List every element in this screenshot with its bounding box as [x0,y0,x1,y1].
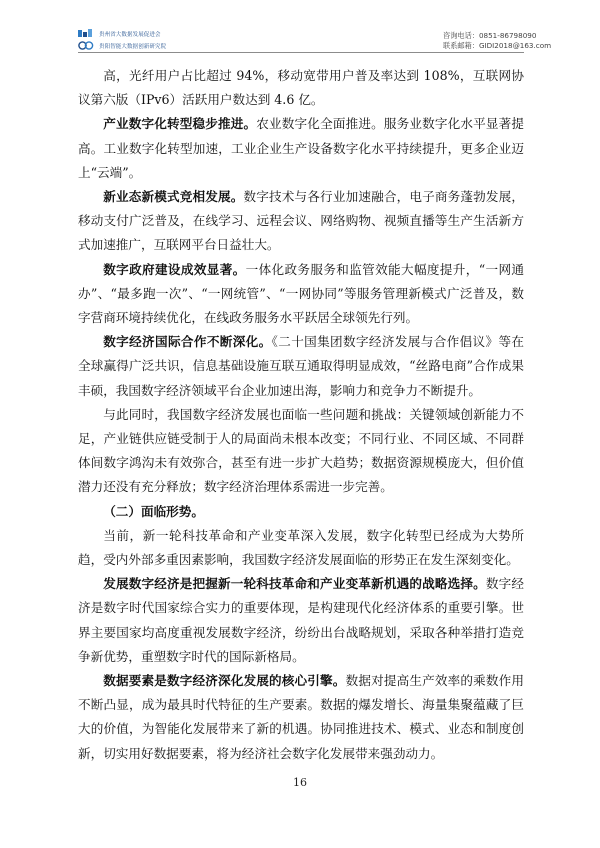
paragraph-lead: 产业数字化转型稳步推进。 [103,116,257,132]
paragraph-new-business-models [78,185,524,258]
paragraph-text: 数字经济是数字时代国家综合实力的重要体现，是构建现代化经济体系的重要引擎。世界主要国家均高度重视发展数字经济，纷纷出台战略规划，采取各种举措打造竞争新优势，重塑数字时代的国际新格局。 [78,576,525,664]
paragraph-lead: 数据要素是数字经济深化发展的核心引擎。 [103,673,346,689]
paragraph-lead: 数字经济国际合作不断深化。 [103,334,272,350]
header-divider [78,52,524,53]
document-body [78,64,524,766]
paragraph-text: 数字技术与各行业加速融合，电子商务蓬勃发展，移动支付广泛普及，在线学习、远程会议、网络购物、视频直播等生产生活新方式加速推广，互联网平台日益壮大。 [78,189,525,253]
contact-email: 联系邮箱：GIDI2018@163.com [443,41,552,50]
paragraph-lead: 发展数字经济是把握新一轮科技革命和产业变革新机遇的战略选择。 [103,576,486,592]
paragraph-text: 农业数字化全面推进。服务业数字化水平显著提高。工业数字化转型加速，工业企业生产设备数字化水平持续提升，更多企业迈上“云端”。 [78,116,525,180]
institute-name: 贵阳智能大数据创新研究院 [99,43,167,50]
institute-logo-icon [78,41,96,50]
paragraph-current-situation: 当前，新一轮科技革命和产业变革深入发展，数字化转型已经成为大势所趋，受内外部多重因素影响，我国数字经济发展面临的形势正在发生深刻变化。 [78,527,524,568]
page-header [0,0,600,54]
paragraph-text: 数据对提高生产效率的乘数作用不断凸显，成为最具时代特征的生产要素。数据的爆发增长、海量集聚蕴藏了巨大的价值，为智能化发展带来了新的机遇。协同推进技术、模式、业态和制度创新，切实用好数据要素，将为经济社会数字化发展带来强劲动力。 [78,673,525,761]
paragraph-lead: 数字政府建设成效显著。 [103,261,246,277]
association-name: 贵州省大数据发展促进会 [99,31,161,38]
paragraph-strategic-choice [78,572,524,669]
contact-phone: 咨询电话：0851-86798090 [443,31,537,40]
paragraph-international-cooperation [78,330,524,403]
paragraph-lead: 新业态新模式竞相发展。 [103,189,244,205]
logo-row-institute [78,40,166,51]
contact-info [443,31,551,51]
paragraph-challenges: 与此同时，我国数字经济发展也面临一些问题和挑战：关键领域创新能力不足，产业链供应链受制于人的局面尚未根本改变；不同行业、不同区域、不同群体间数字鸿沟未有效弥合，甚至有进一步扩大趋势；数据资源规模庞大，但价值潜力还没有充分释放；数字经济治理体系需进一步完善。 [78,406,524,495]
section-heading: （二）面临形势。 [103,503,204,519]
paragraph-text: 《二十国集团数字经济发展与合作倡议》等在全球赢得广泛共识，信息基础设施互联互通取得明显成效，“丝路电商”合作成果丰硕，我国数字经济领域平台企业加速出海，影响力和竞争力不断提升。 [78,334,525,398]
paragraph-data-elements [78,669,524,766]
association-logo-icon [78,29,96,38]
paragraph-text: 一体化政务服务和监管效能大幅度提升，“一网通办”、“最多跑一次”、“一网统管”、“一网协同”等服务管理新模式广泛普及，数字营商环境持续优化，在线政务服务水平跃居全球领先行列。 [78,261,524,326]
page-number: 16 [293,776,307,789]
logo-row-association [78,28,166,39]
paragraph-broadband: 高，光纤用户占比超过 94%，移动宽带用户普及率达到 108%，互联网协议第六版（IPv6）活跃用户数达到 4.6 亿。 [78,68,524,108]
paragraph-digital-government [78,258,524,331]
organization-logos [78,28,166,52]
paragraph-industry-digitalization [78,112,524,185]
